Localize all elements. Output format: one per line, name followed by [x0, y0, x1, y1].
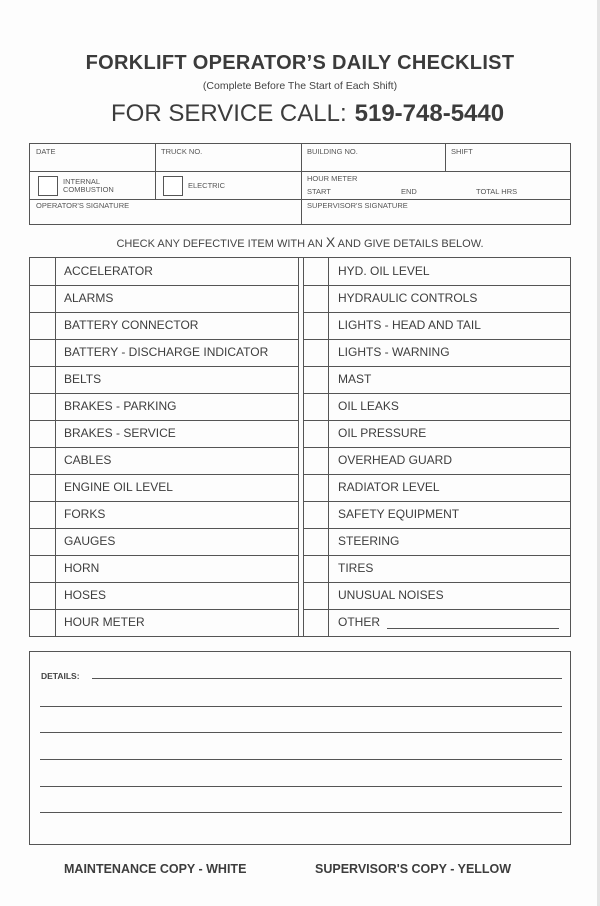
check-box-right[interactable] [303, 582, 328, 609]
service-label: FOR SERVICE CALL: [111, 100, 347, 127]
checklist-item: OVERHEAD GUARD [338, 453, 453, 467]
checklist-item: LIGHTS - HEAD AND TAIL [338, 318, 481, 332]
header-divider [30, 171, 570, 172]
checklist-item: BRAKES - PARKING [64, 399, 177, 413]
check-box-left[interactable] [30, 447, 55, 474]
header-divider [155, 144, 156, 199]
maintenance-copy: MAINTENANCE COPY - WHITE [64, 862, 247, 876]
checklist-item: SAFETY EQUIPMENT [338, 507, 460, 521]
header-divider [30, 199, 570, 200]
supervisor-signature-label: SUPERVISOR'S SIGNATURE [307, 201, 408, 210]
details-write-line[interactable] [92, 678, 562, 679]
checklist-item: ENGINE OIL LEVEL [64, 480, 173, 494]
details-box [29, 651, 571, 845]
hour-meter-label: HOUR METER [307, 174, 358, 183]
check-box-right[interactable] [303, 366, 328, 393]
details-write-line[interactable] [40, 706, 562, 707]
internal-label-1: INTERNAL [63, 177, 101, 186]
checklist-item: LIGHTS - WARNING [338, 345, 450, 359]
details-write-line[interactable] [40, 732, 562, 733]
electric-checkbox[interactable] [163, 176, 183, 196]
check-box-right[interactable] [303, 528, 328, 555]
checklist-item: MAST [338, 372, 372, 386]
operator-signature-label: OPERATOR'S SIGNATURE [36, 201, 130, 210]
column-divider [298, 258, 299, 636]
checklist-item: OTHER [338, 615, 380, 629]
check-box-right[interactable] [303, 285, 328, 312]
details-write-line[interactable] [40, 812, 562, 813]
header-divider [301, 144, 302, 224]
check-box-right[interactable] [303, 609, 328, 636]
end-label: END [401, 187, 417, 196]
checklist-item: UNUSUAL NOISES [338, 588, 444, 602]
checklist-item: OIL LEAKS [338, 399, 399, 413]
shift-label: SHIFT [451, 147, 473, 156]
checklist-item: ALARMS [64, 291, 114, 305]
checklist-item: HOSES [64, 588, 107, 602]
check-box-left[interactable] [30, 555, 55, 582]
check-box-right[interactable] [303, 312, 328, 339]
check-box-left[interactable] [30, 528, 55, 555]
checklist-item: HYD. OIL LEVEL [338, 264, 430, 278]
check-box-left[interactable] [30, 609, 55, 636]
check-box-left[interactable] [30, 501, 55, 528]
checklist-grid [29, 257, 571, 637]
check-box-left[interactable] [30, 258, 55, 285]
checklist-item: FORKS [64, 507, 106, 521]
check-box-left[interactable] [30, 582, 55, 609]
check-box-right[interactable] [303, 420, 328, 447]
check-box-right[interactable] [303, 447, 328, 474]
header-divider [445, 144, 446, 171]
internal-label-2: COMBUSTION [63, 185, 114, 194]
truck-no-label: TRUCK NO. [161, 147, 203, 156]
checklist-item: HORN [64, 561, 100, 575]
header-box [29, 143, 571, 225]
check-box-right[interactable] [303, 339, 328, 366]
supervisor-copy: SUPERVISOR'S COPY - YELLOW [315, 862, 512, 876]
internal-combustion-checkbox[interactable] [38, 176, 58, 196]
electric-label: ELECTRIC [188, 181, 226, 190]
instruction: CHECK ANY DEFECTIVE ITEM WITH AN X AND GIVE DETAILS BELOW. [116, 234, 484, 250]
total-hrs-label: TOTAL HRS [476, 187, 518, 196]
checklist-item: HOUR METER [64, 615, 145, 629]
details-write-line[interactable] [40, 759, 562, 760]
check-box-left[interactable] [30, 312, 55, 339]
checklist-item: BELTS [64, 372, 102, 386]
check-box-right[interactable] [303, 555, 328, 582]
building-no-label: BUILDING NO. [307, 147, 358, 156]
check-box-left[interactable] [30, 420, 55, 447]
service-phone: 519-748-5440 [354, 100, 505, 127]
details-label: DETAILS: [41, 671, 80, 681]
checklist-item: GAUGES [64, 534, 116, 548]
checklist-item: OIL PRESSURE [338, 426, 427, 440]
checklist-item: BRAKES - SERVICE [64, 426, 176, 440]
checklist-item: RADIATOR LEVEL [338, 480, 440, 494]
checklist-item: TIRES [338, 561, 374, 575]
check-box-left[interactable] [30, 393, 55, 420]
service-call [111, 100, 504, 128]
date-label: DATE [36, 147, 56, 156]
check-box-right[interactable] [303, 393, 328, 420]
check-box-right[interactable] [303, 474, 328, 501]
checklist-item: BATTERY CONNECTOR [64, 318, 199, 332]
check-box-left[interactable] [30, 366, 55, 393]
check-box-left[interactable] [30, 474, 55, 501]
start-label: START [307, 187, 331, 196]
check-box-right[interactable] [303, 258, 328, 285]
checklist-item: ACCELERATOR [64, 264, 153, 278]
checklist-item: BATTERY - DISCHARGE INDICATOR [64, 345, 269, 359]
details-write-line[interactable] [40, 786, 562, 787]
other-write-line[interactable] [387, 628, 559, 629]
check-box-left[interactable] [30, 339, 55, 366]
checklist-item: STEERING [338, 534, 400, 548]
checklist-item: HYDRAULIC CONTROLS [338, 291, 478, 305]
x-mark: X [325, 234, 336, 250]
checklist-item: CABLES [64, 453, 112, 467]
form-subtitle: (Complete Before The Start of Each Shift) [202, 80, 398, 92]
check-box-left[interactable] [30, 285, 55, 312]
check-box-right[interactable] [303, 501, 328, 528]
form-title: FORKLIFT OPERATOR’S DAILY CHECKLIST [85, 52, 515, 74]
